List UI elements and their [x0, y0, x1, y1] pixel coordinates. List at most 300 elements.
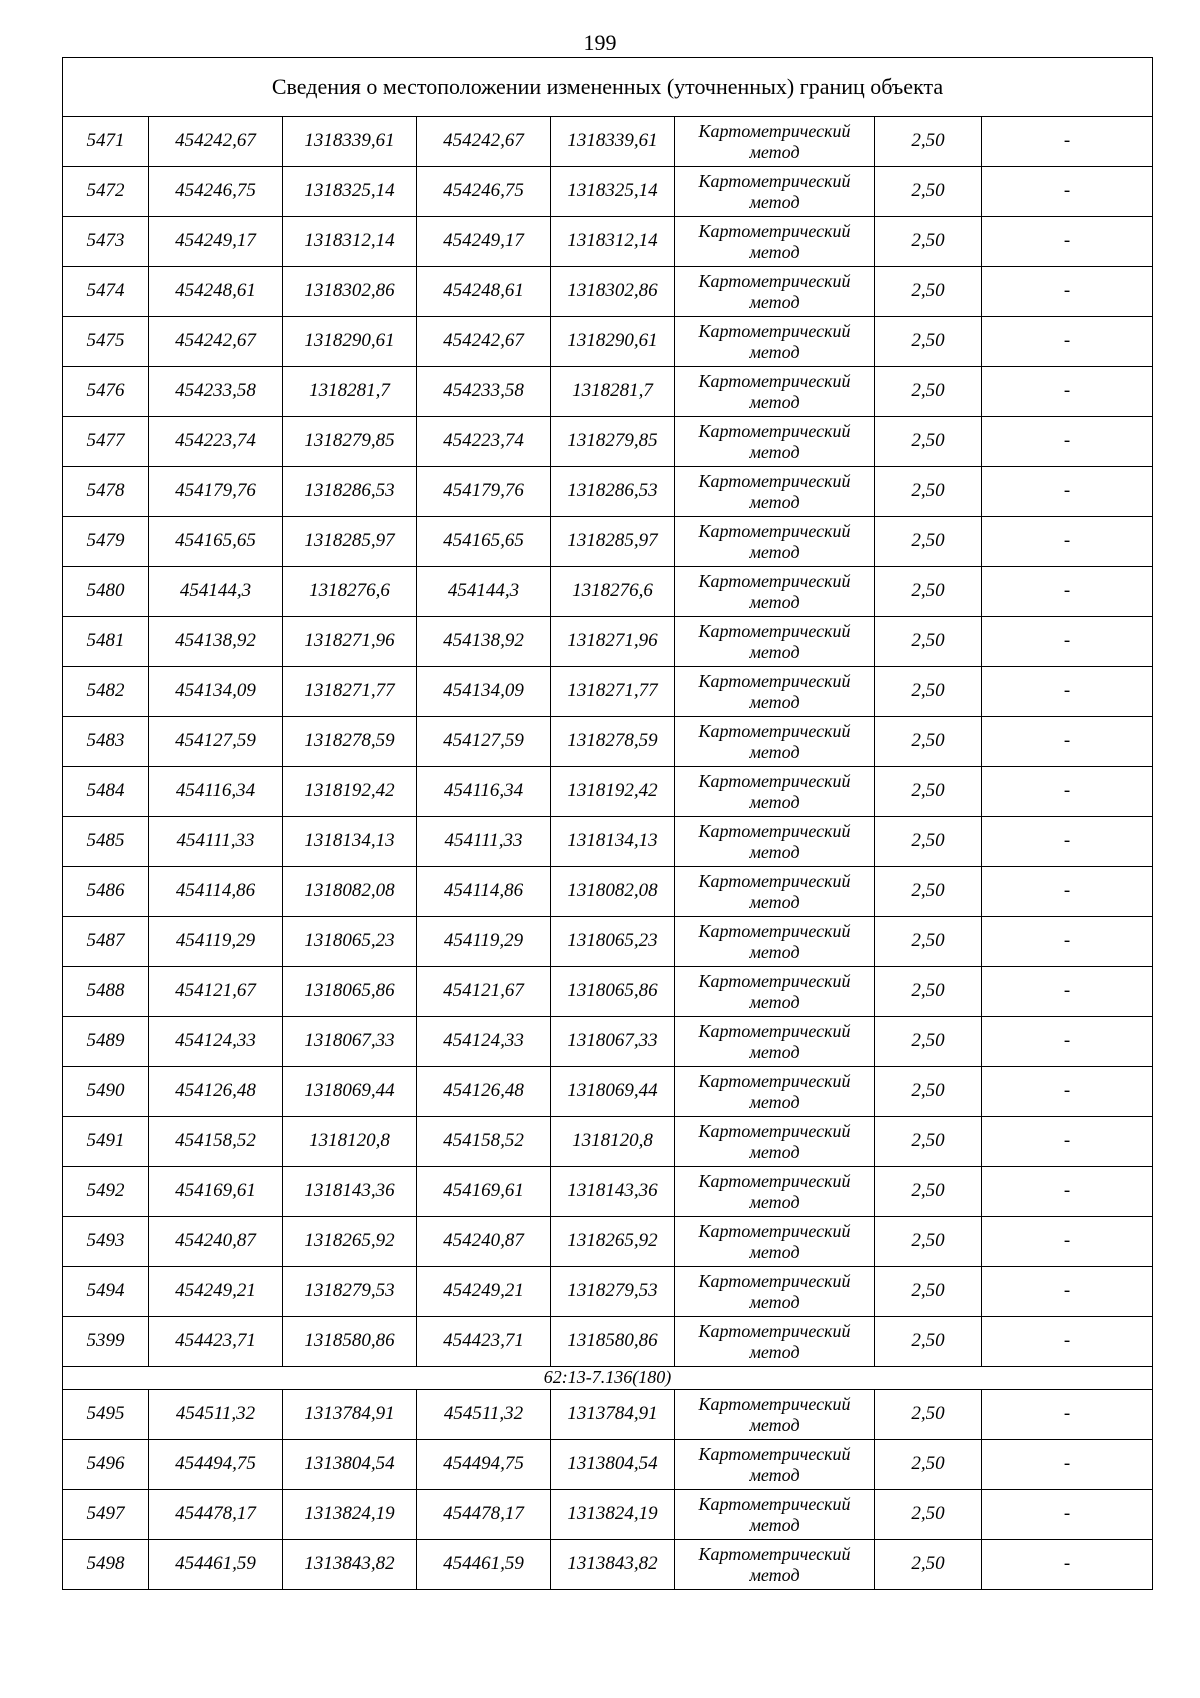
method-cell: [675, 1440, 875, 1490]
accuracy-cell: 2,50: [875, 1217, 982, 1267]
x-old-cell: 454461,59: [149, 1540, 283, 1590]
x-new-cell: 454121,67: [417, 967, 551, 1017]
method-line1: Картометрический: [698, 1394, 851, 1415]
method-cell: [675, 267, 875, 317]
accuracy-cell: 2,50: [875, 1017, 982, 1067]
y-old-cell: 1318065,23: [283, 917, 417, 967]
point-number-cell: 5481: [63, 617, 149, 667]
y-old-cell: 1318134,13: [283, 817, 417, 867]
table-row: [63, 567, 1153, 617]
accuracy-cell: 2,50: [875, 1440, 982, 1490]
y-new-cell: 1318279,85: [551, 417, 675, 467]
point-number-cell: 5479: [63, 517, 149, 567]
y-old-cell: 1313784,91: [283, 1390, 417, 1440]
x-new-cell: 454169,61: [417, 1167, 551, 1217]
x-new-cell: 454461,59: [417, 1540, 551, 1590]
method-line2: метод: [749, 641, 800, 662]
x-old-cell: 454121,67: [149, 967, 283, 1017]
description-cell: -: [982, 817, 1153, 867]
method-line2: метод: [749, 291, 800, 312]
method-line1: Картометрический: [698, 171, 851, 192]
y-old-cell: 1318339,61: [283, 117, 417, 167]
x-new-cell: 454223,74: [417, 417, 551, 467]
method-cell: [675, 167, 875, 217]
table-row: [63, 1390, 1153, 1440]
y-old-cell: 1313843,82: [283, 1540, 417, 1590]
table-row: [63, 767, 1153, 817]
accuracy-cell: 2,50: [875, 167, 982, 217]
point-number-cell: 5487: [63, 917, 149, 967]
method-line1: Картометрический: [698, 971, 851, 992]
x-old-cell: 454158,52: [149, 1117, 283, 1167]
accuracy-cell: 2,50: [875, 1390, 982, 1440]
method-line1: Картометрический: [698, 1071, 851, 1092]
method-line2: метод: [749, 1041, 800, 1062]
method-line1: Картометрический: [698, 121, 851, 142]
description-cell: -: [982, 717, 1153, 767]
accuracy-cell: 2,50: [875, 317, 982, 367]
method-line1: Картометрический: [698, 1494, 851, 1515]
description-cell: -: [982, 317, 1153, 367]
point-number-cell: 5496: [63, 1440, 149, 1490]
method-line1: Картометрический: [698, 1171, 851, 1192]
y-new-cell: 1318276,6: [551, 567, 675, 617]
method-cell: [675, 1217, 875, 1267]
table-title: Сведения о местоположении измененных (уточненных) границ объекта: [63, 58, 1153, 117]
description-cell: -: [982, 967, 1153, 1017]
accuracy-cell: 2,50: [875, 967, 982, 1017]
x-new-cell: 454478,17: [417, 1490, 551, 1540]
point-number-cell: 5477: [63, 417, 149, 467]
method-cell: [675, 667, 875, 717]
point-number-cell: 5495: [63, 1390, 149, 1440]
accuracy-cell: 2,50: [875, 667, 982, 717]
x-new-cell: 454158,52: [417, 1117, 551, 1167]
description-cell: -: [982, 417, 1153, 467]
y-old-cell: 1313824,19: [283, 1490, 417, 1540]
point-number-cell: 5490: [63, 1067, 149, 1117]
method-line2: метод: [749, 1241, 800, 1262]
table-title-row: [63, 58, 1153, 117]
x-new-cell: 454165,65: [417, 517, 551, 567]
description-cell: -: [982, 1540, 1153, 1590]
method-line2: метод: [749, 141, 800, 162]
y-new-cell: 1318143,36: [551, 1167, 675, 1217]
x-new-cell: 454124,33: [417, 1017, 551, 1067]
x-old-cell: 454242,67: [149, 117, 283, 167]
method-line1: Картометрический: [698, 1544, 851, 1565]
method-line1: Картометрический: [698, 821, 851, 842]
method-cell: [675, 917, 875, 967]
description-cell: -: [982, 617, 1153, 667]
x-new-cell: 454511,32: [417, 1390, 551, 1440]
description-cell: -: [982, 1217, 1153, 1267]
method-cell: [675, 1390, 875, 1440]
x-old-cell: 454240,87: [149, 1217, 283, 1267]
x-old-cell: 454138,92: [149, 617, 283, 667]
x-old-cell: 454144,3: [149, 567, 283, 617]
x-old-cell: 454242,67: [149, 317, 283, 367]
method-line1: Картометрический: [698, 1321, 851, 1342]
x-old-cell: 454223,74: [149, 417, 283, 467]
x-new-cell: 454144,3: [417, 567, 551, 617]
x-old-cell: 454134,09: [149, 667, 283, 717]
y-old-cell: 1318143,36: [283, 1167, 417, 1217]
accuracy-cell: 2,50: [875, 717, 982, 767]
method-line1: Картометрический: [698, 771, 851, 792]
y-new-cell: 1318325,14: [551, 167, 675, 217]
description-cell: -: [982, 867, 1153, 917]
description-cell: -: [982, 667, 1153, 717]
method-line2: метод: [749, 341, 800, 362]
page-number: 199: [583, 30, 617, 55]
y-old-cell: 1318265,92: [283, 1217, 417, 1267]
description-cell: -: [982, 467, 1153, 517]
y-old-cell: 1318082,08: [283, 867, 417, 917]
x-new-cell: 454111,33: [417, 817, 551, 867]
method-line1: Картометрический: [698, 1221, 851, 1242]
x-old-cell: 454165,65: [149, 517, 283, 567]
point-number-cell: 5498: [63, 1540, 149, 1590]
method-line2: метод: [749, 841, 800, 862]
y-old-cell: 1318285,97: [283, 517, 417, 567]
table-row: [63, 417, 1153, 467]
table-row: [63, 517, 1153, 567]
y-new-cell: 1318302,86: [551, 267, 675, 317]
y-new-cell: 1318278,59: [551, 717, 675, 767]
method-cell: [675, 817, 875, 867]
y-old-cell: 1318281,7: [283, 367, 417, 417]
table-row: [63, 667, 1153, 717]
y-old-cell: 1318580,86: [283, 1317, 417, 1367]
point-number-cell: 5474: [63, 267, 149, 317]
y-old-cell: 1318067,33: [283, 1017, 417, 1067]
x-new-cell: 454423,71: [417, 1317, 551, 1367]
table-row: [63, 167, 1153, 217]
x-new-cell: 454242,67: [417, 317, 551, 367]
accuracy-cell: 2,50: [875, 867, 982, 917]
table-row: [63, 1167, 1153, 1217]
method-line1: Картометрический: [698, 521, 851, 542]
y-old-cell: 1318286,53: [283, 467, 417, 517]
table-row: [63, 467, 1153, 517]
table-row: [63, 1267, 1153, 1317]
point-number-cell: 5484: [63, 767, 149, 817]
method-cell: [675, 317, 875, 367]
y-old-cell: 1318120,8: [283, 1117, 417, 1167]
accuracy-cell: 2,50: [875, 617, 982, 667]
x-new-cell: 454242,67: [417, 117, 551, 167]
accuracy-cell: 2,50: [875, 367, 982, 417]
method-line2: метод: [749, 441, 800, 462]
y-old-cell: 1318278,59: [283, 717, 417, 767]
x-old-cell: 454127,59: [149, 717, 283, 767]
method-line1: Картометрический: [698, 671, 851, 692]
accuracy-cell: 2,50: [875, 517, 982, 567]
point-number-cell: 5491: [63, 1117, 149, 1167]
x-old-cell: 454248,61: [149, 267, 283, 317]
accuracy-cell: 2,50: [875, 267, 982, 317]
y-new-cell: 1318069,44: [551, 1067, 675, 1117]
table-row: [63, 1490, 1153, 1540]
method-cell: [675, 617, 875, 667]
accuracy-cell: 2,50: [875, 417, 982, 467]
y-new-cell: 1318265,92: [551, 1217, 675, 1267]
method-cell: [675, 1267, 875, 1317]
method-line1: Картометрический: [698, 271, 851, 292]
x-new-cell: 454116,34: [417, 767, 551, 817]
method-cell: [675, 767, 875, 817]
y-old-cell: 1318069,44: [283, 1067, 417, 1117]
x-new-cell: 454248,61: [417, 267, 551, 317]
y-new-cell: 1318271,77: [551, 667, 675, 717]
y-old-cell: 1318312,14: [283, 217, 417, 267]
accuracy-cell: 2,50: [875, 767, 982, 817]
point-number-cell: 5485: [63, 817, 149, 867]
table-row: [63, 1317, 1153, 1367]
method-line2: метод: [749, 1464, 800, 1485]
method-line2: метод: [749, 591, 800, 612]
accuracy-cell: 2,50: [875, 917, 982, 967]
method-line2: метод: [749, 891, 800, 912]
method-line1: Картометрический: [698, 1444, 851, 1465]
method-line2: метод: [749, 691, 800, 712]
y-new-cell: 1313824,19: [551, 1490, 675, 1540]
method-line2: метод: [749, 1291, 800, 1312]
point-number-cell: 5493: [63, 1217, 149, 1267]
description-cell: -: [982, 217, 1153, 267]
description-cell: -: [982, 1490, 1153, 1540]
point-number-cell: 5478: [63, 467, 149, 517]
y-new-cell: 1313843,82: [551, 1540, 675, 1590]
x-new-cell: 454114,86: [417, 867, 551, 917]
section-label: 62:13-7.136(180): [63, 1367, 1153, 1390]
accuracy-cell: 2,50: [875, 1117, 982, 1167]
point-number-cell: 5486: [63, 867, 149, 917]
accuracy-cell: 2,50: [875, 1267, 982, 1317]
description-cell: -: [982, 1267, 1153, 1317]
y-new-cell: 1318290,61: [551, 317, 675, 367]
y-old-cell: 1318290,61: [283, 317, 417, 367]
method-line1: Картометрический: [698, 571, 851, 592]
point-number-cell: 5482: [63, 667, 149, 717]
x-old-cell: 454124,33: [149, 1017, 283, 1067]
point-number-cell: 5492: [63, 1167, 149, 1217]
x-old-cell: 454179,76: [149, 467, 283, 517]
point-number-cell: 5471: [63, 117, 149, 167]
x-old-cell: 454423,71: [149, 1317, 283, 1367]
y-new-cell: 1313784,91: [551, 1390, 675, 1440]
y-new-cell: 1318120,8: [551, 1117, 675, 1167]
y-new-cell: 1318065,86: [551, 967, 675, 1017]
table-row: [63, 1067, 1153, 1117]
accuracy-cell: 2,50: [875, 117, 982, 167]
method-line2: метод: [749, 1564, 800, 1585]
boundary-coordinates-table: [62, 57, 1153, 1590]
x-old-cell: 454116,34: [149, 767, 283, 817]
method-cell: [675, 1117, 875, 1167]
y-new-cell: 1318286,53: [551, 467, 675, 517]
method-line1: Картометрический: [698, 321, 851, 342]
y-new-cell: 1318134,13: [551, 817, 675, 867]
accuracy-cell: 2,50: [875, 1317, 982, 1367]
method-line2: метод: [749, 1141, 800, 1162]
table-row: [63, 1217, 1153, 1267]
method-cell: [675, 1017, 875, 1067]
method-line2: метод: [749, 1091, 800, 1112]
x-new-cell: 454246,75: [417, 167, 551, 217]
method-line1: Картометрический: [698, 471, 851, 492]
y-new-cell: 1318281,7: [551, 367, 675, 417]
table-row: [63, 617, 1153, 667]
description-cell: -: [982, 367, 1153, 417]
description-cell: -: [982, 1390, 1153, 1440]
description-cell: -: [982, 167, 1153, 217]
method-cell: [675, 1317, 875, 1367]
y-new-cell: 1318285,97: [551, 517, 675, 567]
x-new-cell: 454249,21: [417, 1267, 551, 1317]
method-line1: Картометрический: [698, 221, 851, 242]
table-row: [63, 367, 1153, 417]
description-cell: -: [982, 1017, 1153, 1067]
table-row: [63, 1440, 1153, 1490]
y-new-cell: 1318271,96: [551, 617, 675, 667]
method-line2: метод: [749, 941, 800, 962]
point-number-cell: 5476: [63, 367, 149, 417]
table-row: [63, 1540, 1153, 1590]
method-cell: [675, 717, 875, 767]
accuracy-cell: 2,50: [875, 1167, 982, 1217]
method-line1: Картометрический: [698, 871, 851, 892]
accuracy-cell: 2,50: [875, 817, 982, 867]
y-new-cell: 1318192,42: [551, 767, 675, 817]
y-old-cell: 1318279,53: [283, 1267, 417, 1317]
method-cell: [675, 867, 875, 917]
y-old-cell: 1313804,54: [283, 1440, 417, 1490]
y-new-cell: 1318067,33: [551, 1017, 675, 1067]
table-row: [63, 317, 1153, 367]
point-number-cell: 5488: [63, 967, 149, 1017]
table-row: [63, 817, 1153, 867]
method-cell: [675, 1167, 875, 1217]
method-line1: Картометрический: [698, 921, 851, 942]
y-old-cell: 1318302,86: [283, 267, 417, 317]
table-row: [63, 717, 1153, 767]
description-cell: -: [982, 1317, 1153, 1367]
method-line2: метод: [749, 541, 800, 562]
x-new-cell: 454233,58: [417, 367, 551, 417]
method-cell: [675, 1067, 875, 1117]
table-row: [63, 117, 1153, 167]
accuracy-cell: 2,50: [875, 567, 982, 617]
description-cell: -: [982, 767, 1153, 817]
y-old-cell: 1318325,14: [283, 167, 417, 217]
method-cell: [675, 117, 875, 167]
method-line2: метод: [749, 1341, 800, 1362]
description-cell: -: [982, 1117, 1153, 1167]
y-new-cell: 1318339,61: [551, 117, 675, 167]
description-cell: -: [982, 917, 1153, 967]
accuracy-cell: 2,50: [875, 1540, 982, 1590]
method-cell: [675, 1540, 875, 1590]
method-cell: [675, 1490, 875, 1540]
y-new-cell: 1318065,23: [551, 917, 675, 967]
accuracy-cell: 2,50: [875, 217, 982, 267]
y-new-cell: 1313804,54: [551, 1440, 675, 1490]
method-cell: [675, 417, 875, 467]
x-old-cell: 454126,48: [149, 1067, 283, 1117]
y-new-cell: 1318312,14: [551, 217, 675, 267]
method-cell: [675, 467, 875, 517]
method-line2: метод: [749, 1191, 800, 1212]
x-new-cell: 454134,09: [417, 667, 551, 717]
x-new-cell: 454494,75: [417, 1440, 551, 1490]
y-new-cell: 1318580,86: [551, 1317, 675, 1367]
x-old-cell: 454249,21: [149, 1267, 283, 1317]
y-old-cell: 1318279,85: [283, 417, 417, 467]
y-old-cell: 1318271,77: [283, 667, 417, 717]
section-row: [63, 1367, 1153, 1390]
x-old-cell: 454249,17: [149, 217, 283, 267]
method-line1: Картометрический: [698, 371, 851, 392]
method-line2: метод: [749, 991, 800, 1012]
y-old-cell: 1318271,96: [283, 617, 417, 667]
accuracy-cell: 2,50: [875, 467, 982, 517]
method-line1: Картометрический: [698, 1121, 851, 1142]
method-cell: [675, 967, 875, 1017]
table-row: [63, 967, 1153, 1017]
x-old-cell: 454114,86: [149, 867, 283, 917]
method-line1: Картометрический: [698, 721, 851, 742]
x-new-cell: 454240,87: [417, 1217, 551, 1267]
point-number-cell: 5472: [63, 167, 149, 217]
method-line2: метод: [749, 791, 800, 812]
description-cell: -: [982, 567, 1153, 617]
x-old-cell: 454511,32: [149, 1390, 283, 1440]
method-line2: метод: [749, 741, 800, 762]
table-row: [63, 217, 1153, 267]
description-cell: -: [982, 1167, 1153, 1217]
method-cell: [675, 367, 875, 417]
x-new-cell: 454126,48: [417, 1067, 551, 1117]
y-old-cell: 1318276,6: [283, 567, 417, 617]
point-number-cell: 5480: [63, 567, 149, 617]
x-old-cell: 454169,61: [149, 1167, 283, 1217]
point-number-cell: 5399: [63, 1317, 149, 1367]
method-line2: метод: [749, 391, 800, 412]
table-row: [63, 917, 1153, 967]
table-row: [63, 867, 1153, 917]
x-new-cell: 454138,92: [417, 617, 551, 667]
x-old-cell: 454494,75: [149, 1440, 283, 1490]
table-row: [63, 1117, 1153, 1167]
x-old-cell: 454478,17: [149, 1490, 283, 1540]
description-cell: -: [982, 117, 1153, 167]
description-cell: -: [982, 517, 1153, 567]
description-cell: -: [982, 1067, 1153, 1117]
x-new-cell: 454127,59: [417, 717, 551, 767]
point-number-cell: 5473: [63, 217, 149, 267]
point-number-cell: 5494: [63, 1267, 149, 1317]
table-row: [63, 267, 1153, 317]
point-number-cell: 5497: [63, 1490, 149, 1540]
method-cell: [675, 517, 875, 567]
x-old-cell: 454233,58: [149, 367, 283, 417]
x-old-cell: 454246,75: [149, 167, 283, 217]
table-row: [63, 1017, 1153, 1067]
y-old-cell: 1318065,86: [283, 967, 417, 1017]
method-cell: [675, 567, 875, 617]
